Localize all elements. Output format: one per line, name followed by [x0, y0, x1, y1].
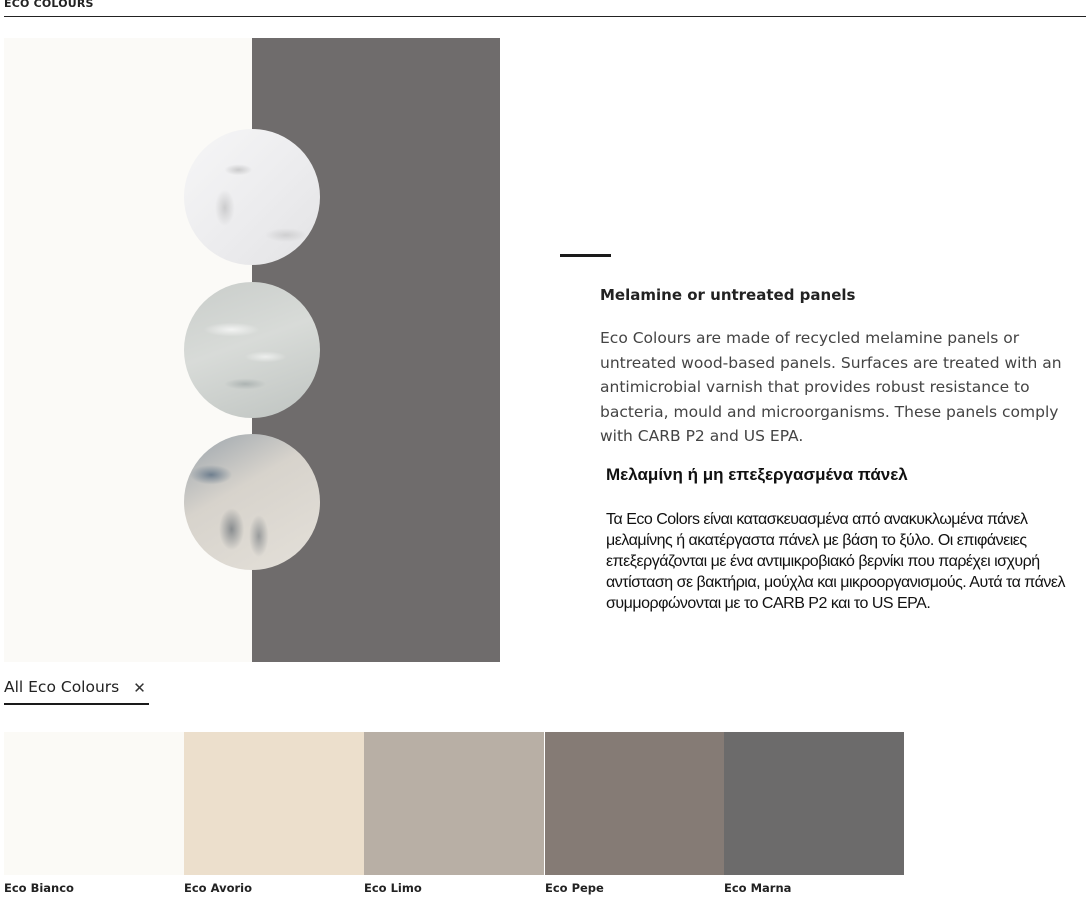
filter-label: All Eco Colours	[4, 678, 120, 696]
close-icon[interactable]: ✕	[133, 679, 146, 697]
english-description: Eco Colours are made of recycled melamine panels or untreated wood-based panels. Surfaces are treated with an antimicrobial varnish that provides robust resistance to bacteria, mould and microorganisms. These panels comply with CARB P2 and US EPA.	[600, 329, 1062, 445]
swatch-label-eco-pepe[interactable]: Eco Pepe	[545, 881, 604, 895]
header-divider	[4, 16, 1086, 17]
swatch-eco-limo[interactable]	[364, 732, 544, 875]
swatch-label-eco-marna[interactable]: Eco Marna	[724, 881, 792, 895]
swatch-eco-marna[interactable]	[724, 732, 904, 875]
swatch-label-eco-avorio[interactable]: Eco Avorio	[184, 881, 252, 895]
greek-description: Τα Eco Colors είναι κατασκευασμένα από ανακυκλωμένα πάνελ μελαμίνης ή ακατέργαστα πάνελ με βάση το ξύλο. Οι επιφάνειες επεξεργάζονται με ένα αντιμικροβιακό βερνίκι που παρέχει ισχυρή αντίσταση σε βακτήρια, μούχλα και μικροοργανισμούς. Αυτά τα πάνελ συμμορφώνονται με το CARB P2 και το US EPA.	[606, 511, 1065, 612]
hero-image	[4, 38, 500, 662]
filter-tab-all-eco-colours[interactable]	[4, 678, 149, 705]
accent-bar	[560, 254, 611, 257]
texture-circle-shadow	[184, 129, 320, 265]
section-title: ECO COLOURS	[4, 0, 94, 10]
swatch-label-eco-bianco[interactable]: Eco Bianco	[4, 881, 74, 895]
swatch-eco-avorio[interactable]	[184, 732, 364, 875]
english-heading: Melamine or untreated panels	[600, 286, 856, 304]
swatch-eco-bianco[interactable]	[4, 732, 184, 875]
swatch-label-eco-limo[interactable]: Eco Limo	[364, 881, 422, 895]
greek-heading: Μελαμίνη ή μη επεξεργασμένα πάνελ	[606, 465, 908, 484]
texture-circle-plaster	[184, 282, 320, 418]
texture-circle-sand	[184, 434, 320, 570]
swatch-eco-pepe[interactable]	[545, 732, 725, 875]
